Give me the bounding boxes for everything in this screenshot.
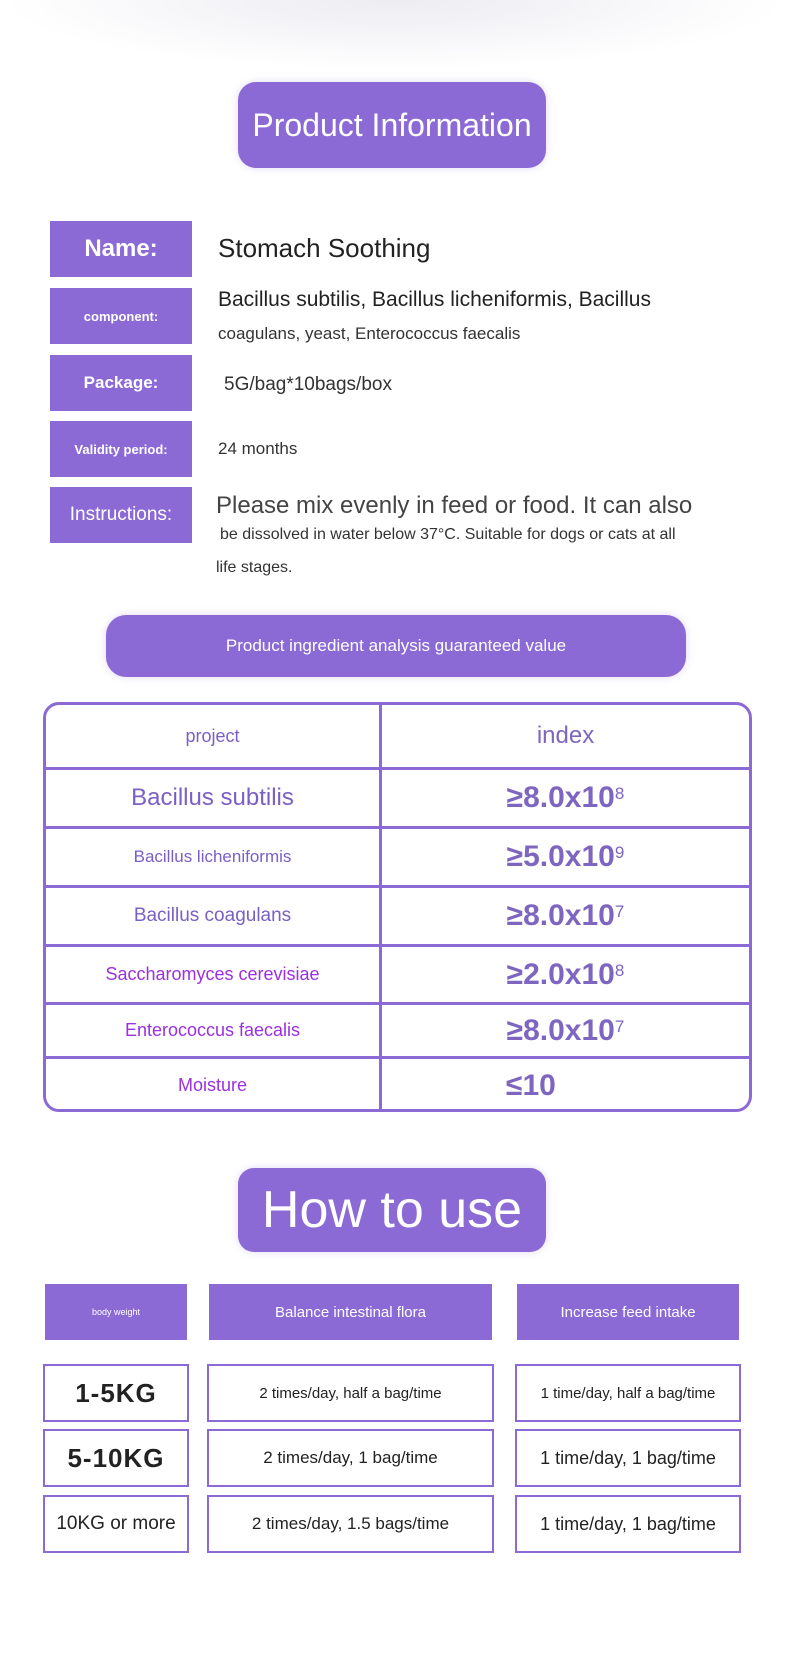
index-cell [382,829,749,885]
header-feed-intake: Increase feed intake [517,1284,739,1340]
instructions-line2: be dissolved in water below 37°C. Suitable for dogs or cats at all [220,526,676,543]
weight-cell: 5-10KG [43,1429,189,1487]
index-value: ≥2.0x10 [506,957,615,991]
index-value: ≤10 [506,1068,556,1102]
how-to-use-title: How to use [238,1168,546,1252]
component-line1: Bacillus subtilis, Bacillus licheniformis, Bacillus [218,288,651,311]
package-label: Package: [50,355,192,411]
analysis-row [46,770,749,826]
project-cell: Bacillus licheniformis [46,829,382,885]
analysis-banner: Product ingredient analysis guaranteed value [106,615,686,677]
top-glow [0,0,790,70]
validity-label: Validity period: [50,421,192,477]
balance-cell: 2 times/day, 1.5 bags/time [207,1495,494,1553]
analysis-row [46,888,749,944]
component-line2: coagulans, yeast, Enterococcus faecalis [218,324,521,343]
index-value: ≥5.0x10 [506,840,615,873]
analysis-row [46,947,749,1002]
weight-cell: 10KG or more [43,1495,189,1553]
project-cell: Enterococcus faecalis [46,1005,382,1056]
project-cell: Bacillus coagulans [46,888,382,944]
analysis-header-row [46,705,749,767]
balance-cell: 2 times/day, 1 bag/time [207,1429,494,1487]
header-index: index [536,722,595,749]
instructions-line1: Please mix evenly in feed or food. It can also [216,492,693,519]
balance-cell: 2 times/day, half a bag/time [207,1364,494,1422]
instructions-label: Instructions: [50,487,192,543]
package-value: 5G/bag*10bags/box [224,374,392,395]
index-exponent: 9 [614,843,625,862]
name-label: Name: [50,221,192,277]
index-cell [382,947,749,1002]
name-value: Stomach Soothing [218,233,431,263]
index-value: ≥8.0x10 [506,899,615,932]
header-project: project [46,705,382,767]
analysis-row [46,1005,749,1056]
weight-cell: 1-5KG [43,1364,189,1422]
analysis-row [46,829,749,885]
analysis-table [43,702,752,1112]
index-exponent: 7 [614,1016,625,1036]
header-body-weight: body weight [45,1284,187,1340]
header-balance-flora: Balance intestinal flora [209,1284,492,1340]
project-cell: Saccharomyces cerevisiae [46,947,382,1002]
project-cell: Moisture [46,1059,382,1112]
project-cell: Bacillus subtilis [46,770,382,826]
analysis-row [46,1059,749,1112]
instructions-line3: life stages. [216,559,293,576]
validity-value: 24 months [218,439,298,458]
index-value: ≥8.0x10 [506,781,615,814]
index-cell [382,888,749,944]
index-exponent: 8 [614,784,625,803]
index-cell [382,770,749,826]
intake-cell: 1 time/day, 1 bag/time [515,1495,741,1553]
index-cell [382,1005,749,1056]
component-label: component: [50,288,192,344]
index-exponent: 7 [614,902,625,921]
intake-cell: 1 time/day, 1 bag/time [515,1429,741,1487]
index-value: ≥8.0x10 [506,1013,615,1047]
index-cell [382,1059,749,1112]
intake-cell: 1 time/day, half a bag/time [515,1364,741,1422]
product-information-title: Product Information [238,82,546,168]
index-exponent: 8 [614,960,625,980]
